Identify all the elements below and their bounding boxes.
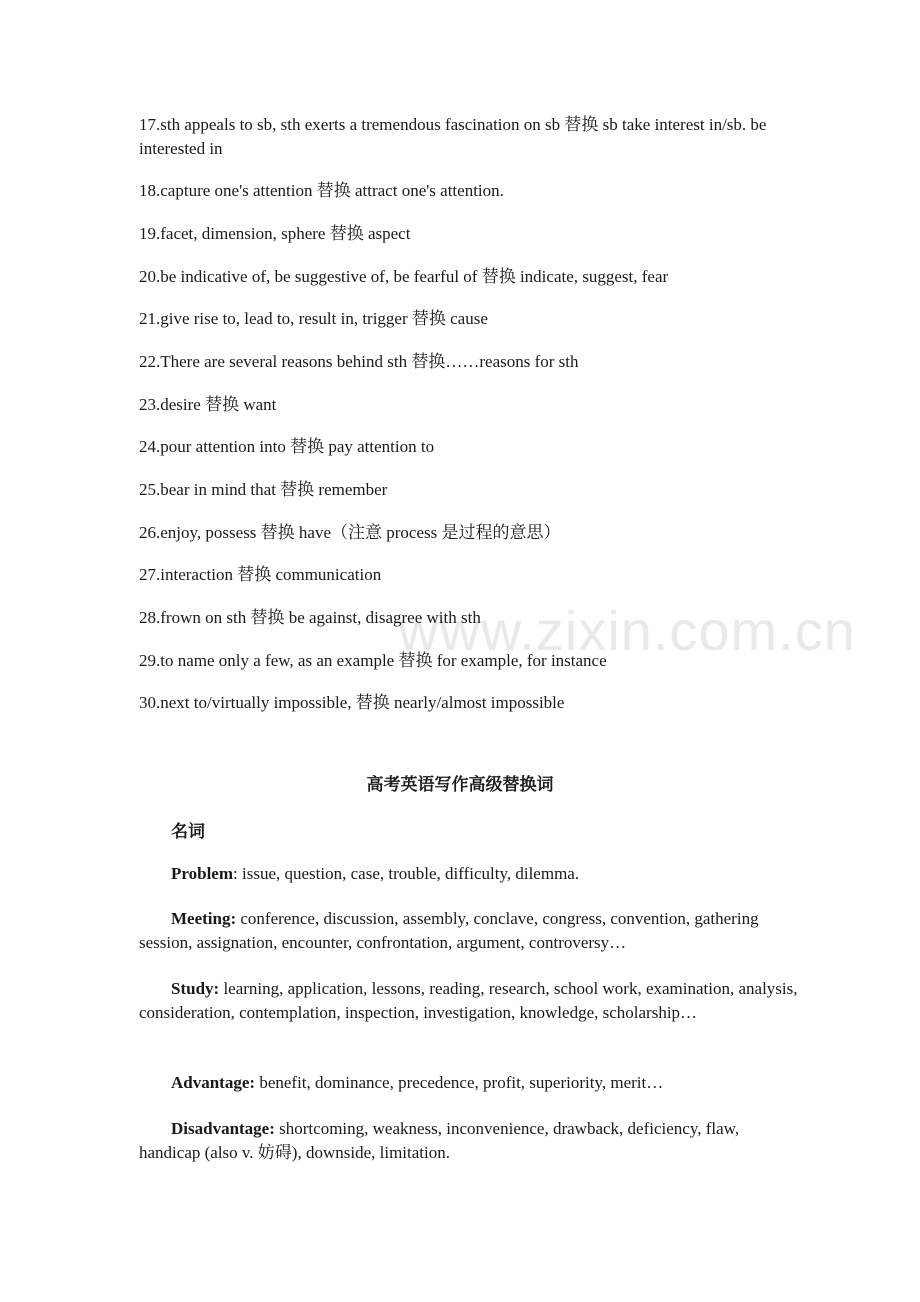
list-item-25: 25.bear in mind that 替换 remember bbox=[139, 480, 388, 499]
entry-separator: : bbox=[233, 864, 242, 883]
entry-problem bbox=[139, 862, 799, 886]
list-item-17: 17.sth appeals to sb, sth exerts a tremendous fascination on sb 替换 sb take interest in/sb. be interested in bbox=[139, 115, 767, 158]
section-heading: 名词 bbox=[171, 822, 205, 841]
entry-disadvantage bbox=[139, 1117, 799, 1165]
entry-term: Disadvantage: bbox=[171, 1119, 275, 1138]
list-item-21: 21.give rise to, lead to, result in, trigger 替换 cause bbox=[139, 309, 488, 328]
entry-text: shortcoming, weakness, inconvenience, drawback, deficiency, flaw, handicap (also v. 妨碍), downside, limitation. bbox=[139, 1119, 740, 1162]
list-item-26: 26.enjoy, possess 替换 have（注意 process 是过程的意思） bbox=[139, 523, 561, 542]
entry-text: learning, application, lessons, reading, research, school work, examination, analysis, consideration, contemplation, inspection, investigation, knowledge, scholarship… bbox=[139, 979, 798, 1022]
list-item-22: 22.There are several reasons behind sth 替换……reasons for sth bbox=[139, 352, 579, 371]
list-item-20: 20.be indicative of, be suggestive of, be fearful of 替换 indicate, suggest, fear bbox=[139, 267, 669, 286]
list-item-29: 29.to name only a few, as an example 替换 for example, for instance bbox=[139, 651, 607, 670]
section-title: 高考英语写作高级替换词 bbox=[366, 775, 554, 794]
entry-term: Advantage: bbox=[171, 1073, 256, 1092]
list-item-28: 28.frown on sth 替换 be against, disagree with sth bbox=[139, 608, 481, 627]
list-item-19: 19.facet, dimension, sphere 替换 aspect bbox=[139, 224, 411, 243]
entry-advantage bbox=[139, 1071, 799, 1095]
list-item-18: 18.capture one's attention 替换 attract one's attention. bbox=[139, 181, 504, 200]
list-item-24: 24.pour attention into 替换 pay attention to bbox=[139, 437, 435, 456]
watermark: www.zixin.com.cn bbox=[398, 599, 856, 662]
list-item-27: 27.interaction 替换 communication bbox=[139, 565, 382, 584]
entry-term: Meeting: bbox=[171, 909, 237, 928]
entry-text: benefit, dominance, precedence, profit, superiority, merit… bbox=[259, 1073, 664, 1092]
entry-text: conference, discussion, assembly, conclave, congress, convention, gathering session, assignation, encounter, confrontation, argument, controversy… bbox=[139, 909, 759, 952]
entry-term: Study: bbox=[171, 979, 220, 998]
entry-text: issue, question, case, trouble, difficulty, dilemma. bbox=[242, 864, 580, 883]
list-item-23: 23.desire 替换 want bbox=[139, 395, 277, 414]
entry-study bbox=[139, 977, 799, 1025]
entry-meeting bbox=[139, 907, 799, 955]
entry-term: Problem bbox=[171, 864, 234, 883]
list-item-30: 30.next to/virtually impossible, 替换 nearly/almost impossible bbox=[139, 693, 565, 712]
